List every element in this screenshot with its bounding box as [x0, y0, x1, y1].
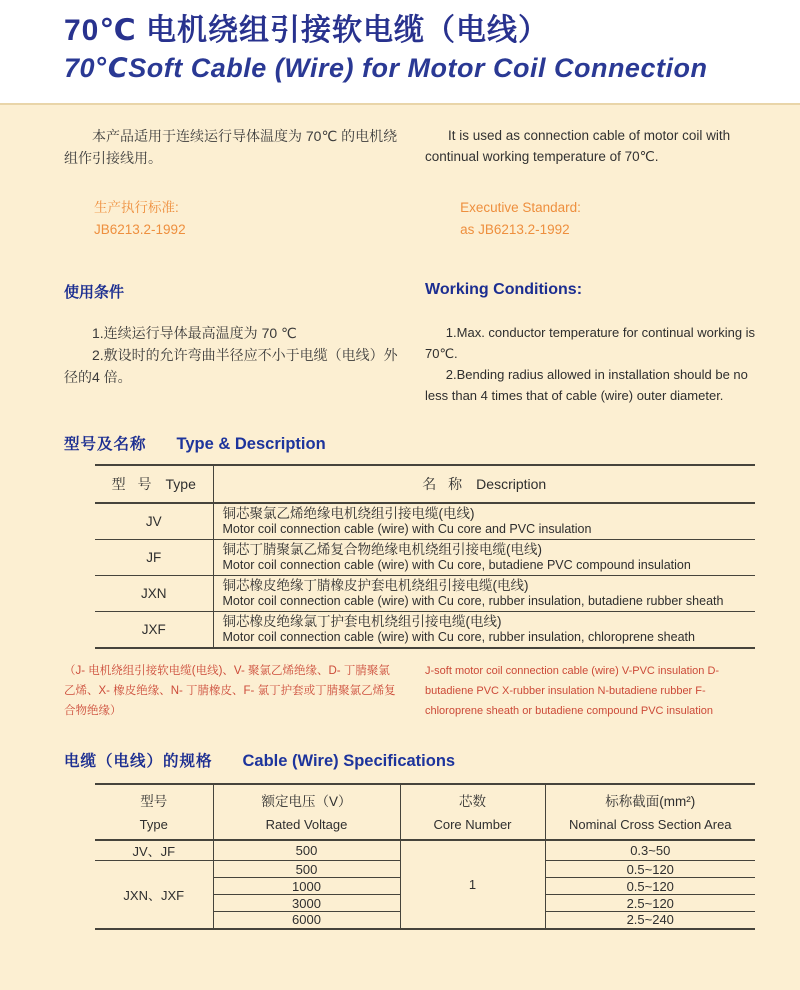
intro-paragraph-english: It is used as connection cable of motor coil with continual working temperature of 70℃.: [425, 128, 731, 164]
type-cell: JXF: [95, 612, 213, 649]
description-chinese: 铜芯橡皮绝缘丁腈橡皮护套电机绕组引接电缆(电线): [222, 578, 529, 593]
cross-section-cell: 0.5~120: [545, 861, 755, 878]
description-english: Motor coil connection cable (wire) with Cu core, rubber insulation, butadiene rubber sheath: [222, 594, 724, 608]
description-chinese: 铜芯橡皮绝缘氯丁护套电机绕组引接电缆(电线): [222, 614, 502, 629]
condition-item: 2.敷设时的允许弯曲半径应不小于电缆（电线）外径的4 倍。: [64, 347, 398, 385]
conditions-heading-row: [0, 281, 800, 302]
voltage-cell: 500: [213, 861, 400, 878]
spec-section-header-chinese: 标称截面(mm²): [605, 794, 696, 809]
condition-item: 1.连续运行导体最高温度为 70 ℃: [92, 325, 297, 341]
spec-type-header-english: Type: [139, 817, 168, 832]
page-title-chinese: 70℃ 电机绕组引接软电缆（电线）: [64, 14, 550, 47]
note-chinese: （J- 电机绕组引接软电缆(电线)、V- 聚氯乙烯绝缘、D- 丁腈聚氯乙烯、X- 橡皮绝缘、N- 丁腈橡皮、F- 氯丁护套或丁腈聚氯乙烯复合物绝缘）: [64, 665, 396, 717]
core-number-cell: 1: [400, 840, 545, 929]
type-section-heading: [0, 432, 800, 454]
description-chinese: 铜芯丁腈聚氯乙烯复合物绝缘电机绕组引接电缆(电线): [222, 542, 542, 557]
description-english: Motor coil connection cable (wire) with Cu core, butadiene PVC compound insulation: [222, 558, 691, 572]
standard-value-chinese: JB6213.2-1992: [94, 222, 186, 237]
table-header-row: [95, 465, 755, 503]
type-group-cell: JXN、JXF: [95, 861, 213, 929]
spec-voltage-header: [213, 784, 400, 840]
spec-core-header-chinese: 芯数: [459, 794, 486, 809]
type-column-header: [95, 465, 213, 503]
spec-section-header: [545, 784, 755, 840]
masthead: [0, 0, 800, 103]
page-title-english: 70℃Soft Cable (Wire) for Motor Coil Connection: [64, 53, 708, 83]
spec-voltage-header-chinese: 额定电压（V）: [261, 794, 352, 809]
voltage-cell: 500: [213, 840, 400, 861]
spec-voltage-header-english: Rated Voltage: [265, 817, 348, 832]
description-chinese: 铜芯聚氯乙烯绝缘电机绕组引接电缆(电线): [222, 506, 475, 521]
intro-paragraph-chinese: 本产品适用于连续运行导体温度为 70℃ 的电机绕组作引接线用。: [64, 128, 398, 166]
spec-core-header-english: Core Number: [433, 817, 512, 832]
spec-heading-english: Cable (Wire) Specifications: [242, 752, 456, 770]
voltage-cell: 6000: [213, 912, 400, 929]
conditions-list-row: [0, 322, 800, 406]
type-header-english: Type: [165, 476, 196, 492]
cross-section-cell: 0.3~50: [545, 840, 755, 861]
standard-section: [0, 197, 800, 241]
conditions-heading-chinese: 使用条件: [64, 284, 125, 301]
standard-value-english: as JB6213.2-1992: [460, 222, 570, 237]
voltage-cell: 1000: [213, 878, 400, 895]
type-header-chinese: 型 号: [111, 476, 156, 492]
table-header-row: [95, 784, 755, 840]
spec-core-header: [400, 784, 545, 840]
spec-heading-chinese: 电缆（电线）的规格: [64, 753, 213, 770]
content-sheet: [0, 103, 800, 990]
description-header-english: Description: [476, 476, 547, 492]
note-english: J-soft motor coil connection cable (wire) V-PVC insulation D-butadiene PVC X-rubber insulation N-butadiene rubber F-chloroprene sheath or butadiene compound PVC insulation: [425, 665, 720, 717]
condition-item: 2.Bending radius allowed in installation should be no less than 4 times that of cable (wire) outer diameter.: [425, 367, 748, 403]
type-heading-english: Type & Description: [176, 435, 326, 453]
cross-section-cell: 0.5~120: [545, 878, 755, 895]
description-column-header: [213, 465, 755, 503]
type-cell: JV: [95, 503, 213, 540]
type-group-cell: JV、JF: [95, 840, 213, 861]
voltage-cell: 3000: [213, 895, 400, 912]
spec-type-header-chinese: 型号: [140, 794, 168, 809]
spec-type-header: [95, 784, 213, 840]
description-english: Motor coil connection cable (wire) with Cu core, rubber insulation, chloroprene sheath: [222, 630, 695, 644]
intro-section: [0, 125, 800, 169]
cross-section-cell: 2.5~120: [545, 895, 755, 912]
table-row: [95, 503, 755, 540]
spec-section-heading: [0, 749, 800, 771]
type-cell: JF: [95, 540, 213, 576]
standard-label-chinese: 生产执行标准:: [94, 200, 179, 215]
description-header-chinese: 名 称: [422, 476, 467, 492]
description-english: Motor coil connection cable (wire) with Cu core and PVC insulation: [222, 522, 592, 536]
description-cell: [213, 576, 755, 612]
type-heading-chinese: 型号及名称: [64, 436, 147, 453]
table-row: [95, 612, 755, 649]
standard-label-english: Executive Standard:: [460, 200, 581, 215]
table-row: [95, 840, 755, 861]
spec-section-header-english: Nominal Cross Section Area: [568, 817, 732, 832]
description-cell: [213, 612, 755, 649]
abbreviation-notes: [0, 661, 800, 721]
condition-item: 1.Max. conductor temperature for continual working is 70℃.: [425, 325, 756, 361]
type-description-table: [95, 464, 755, 649]
description-cell: [213, 540, 755, 576]
type-cell: JXN: [95, 576, 213, 612]
table-row: [95, 540, 755, 576]
specifications-table: [95, 783, 755, 930]
description-cell: [213, 503, 755, 540]
conditions-heading-english: Working Conditions:: [425, 281, 583, 298]
table-row: [95, 576, 755, 612]
cross-section-cell: 2.5~240: [545, 912, 755, 929]
